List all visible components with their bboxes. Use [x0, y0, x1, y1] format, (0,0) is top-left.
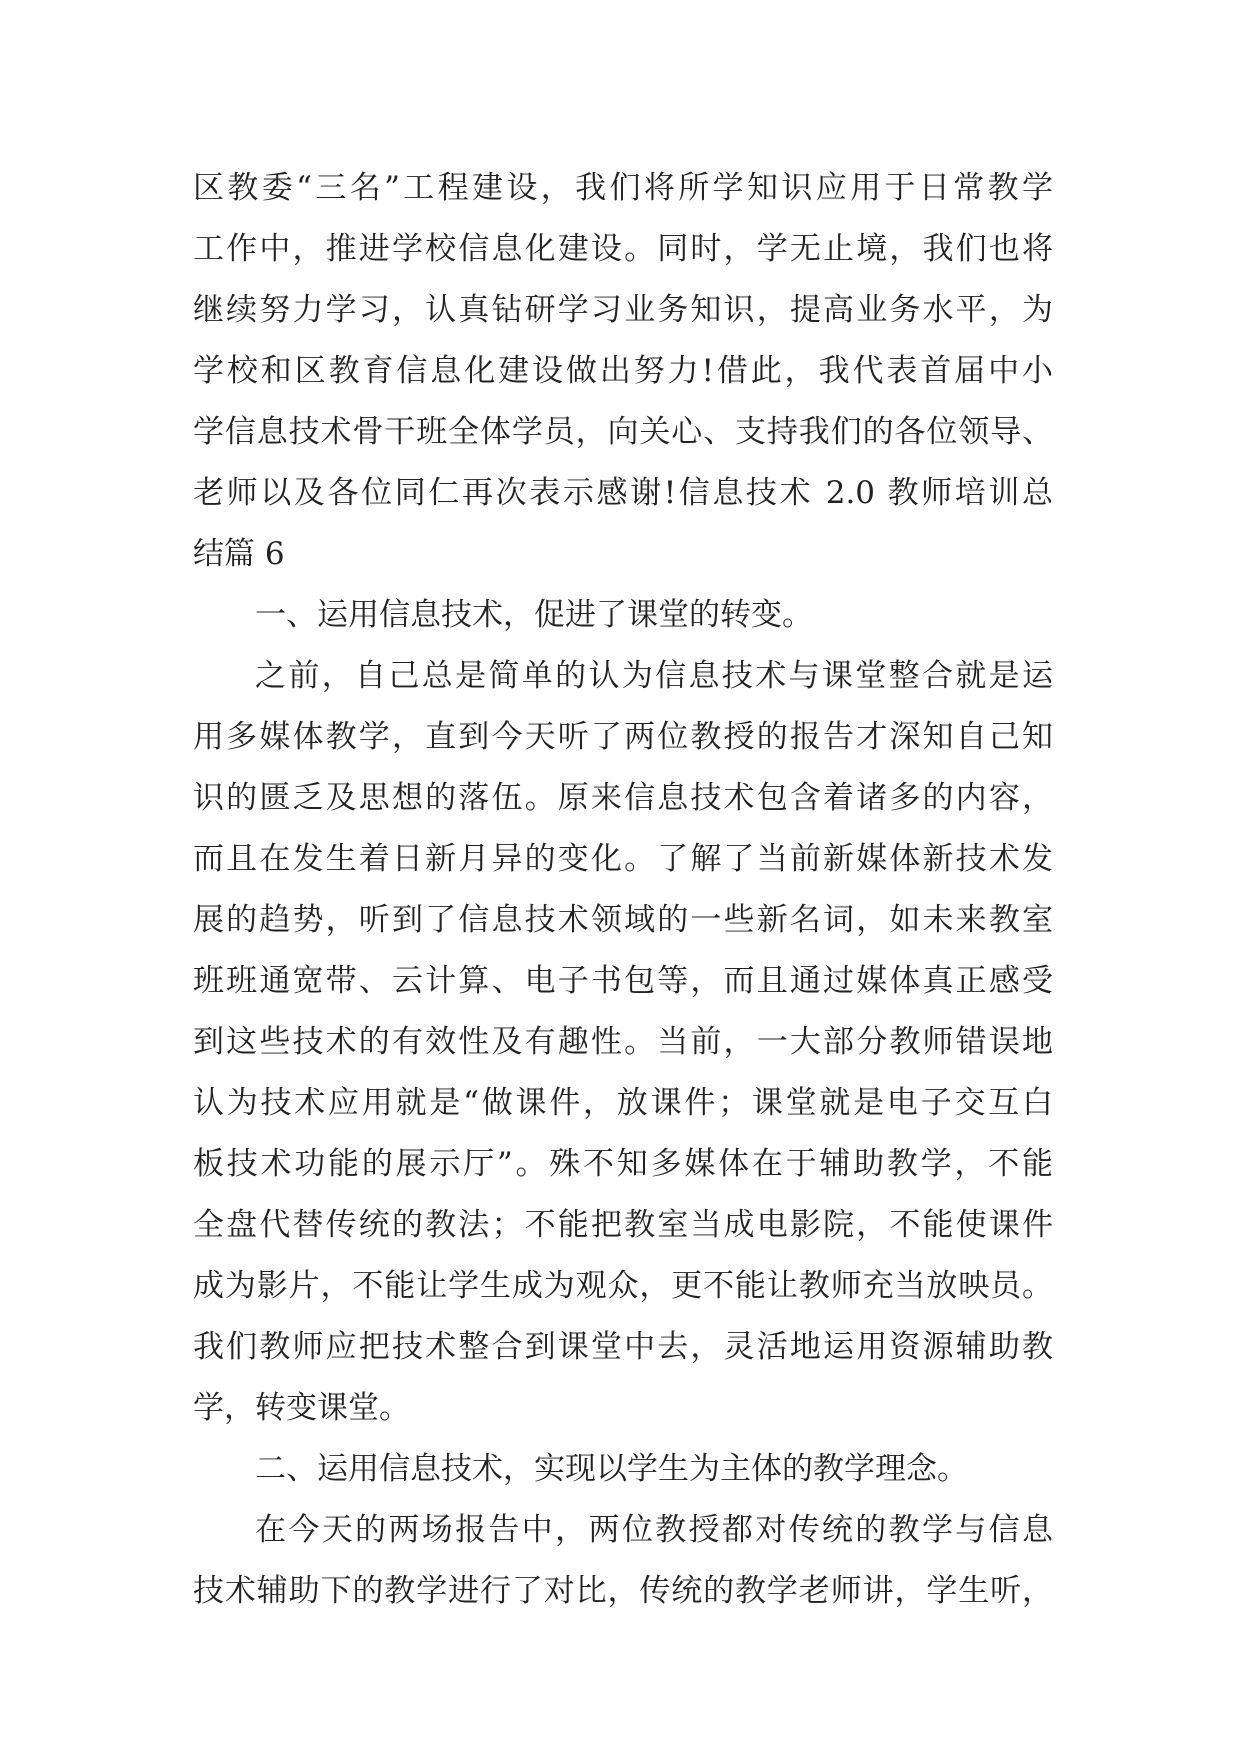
text-line: 全盘代替传统的教法；不能把教室当成电影院，不能使课件 — [193, 1207, 1053, 1243]
text-line: 在今天的两场报告中，两位教授都对传统的教学与信息 — [255, 1512, 1053, 1548]
text-line: 继续努力学习，认真钻研学习业务知识，提高业务水平，为 — [193, 292, 1053, 328]
text-line: 学信息技术骨干班全体学员，向关心、支持我们的各位领导、 — [193, 414, 1053, 450]
text-line: 老师以及各位同仁再次表示感谢!信息技术 2.0 教师培训总 — [193, 475, 1053, 511]
text-line: 结篇 6 — [193, 536, 285, 572]
text-line: 学校和区教育信息化建设做出努力!借此，我代表首届中小 — [193, 353, 1053, 389]
text-line: 板技术功能的展示厅”。殊不知多媒体在于辅助教学，不能 — [193, 1146, 1053, 1182]
text-line: 而且在发生着日新月异的变化。了解了当前新媒体新技术发 — [193, 841, 1053, 877]
text-line: 班班通宽带、云计算、电子书包等，而且通过媒体真正感受 — [193, 963, 1053, 999]
text-line: 到这些技术的有效性及有趣性。当前，一大部分教师错误地 — [193, 1024, 1053, 1060]
text-line: 用多媒体教学，直到今天听了两位教授的报告才深知自己知 — [193, 719, 1053, 755]
section-heading: 二、运用信息技术，实现以学生为主体的教学理念。 — [255, 1451, 968, 1487]
text-line: 识的匮乏及思想的落伍。原来信息技术包含着诸多的内容， — [193, 780, 1053, 816]
text-line: 我们教师应把技术整合到课堂中去，灵活地运用资源辅助教 — [193, 1329, 1053, 1365]
text-line: 之前，自己总是简单的认为信息技术与课堂整合就是运 — [255, 658, 1053, 694]
text-line: 认为技术应用就是“做课件，放课件；课堂就是电子交互白 — [193, 1085, 1053, 1121]
text-line: 展的趋势，听到了信息技术领域的一些新名词，如未来教室 — [193, 902, 1053, 938]
text-line: 区教委“三名”工程建设，我们将所学知识应用于日常教学 — [193, 170, 1053, 206]
body-text — [193, 158, 1053, 1622]
text-line: 成为影片，不能让学生成为观众，更不能让教师充当放映员。 — [193, 1268, 1053, 1304]
text-line: 工作中，推进学校信息化建设。同时，学无止境，我们也将 — [193, 231, 1053, 267]
section-heading: 一、运用信息技术，促进了课堂的转变。 — [255, 597, 813, 633]
text-line: 技术辅助下的教学进行了对比，传统的教学老师讲，学生听， — [193, 1573, 1053, 1609]
text-line: 学，转变课堂。 — [193, 1390, 410, 1426]
